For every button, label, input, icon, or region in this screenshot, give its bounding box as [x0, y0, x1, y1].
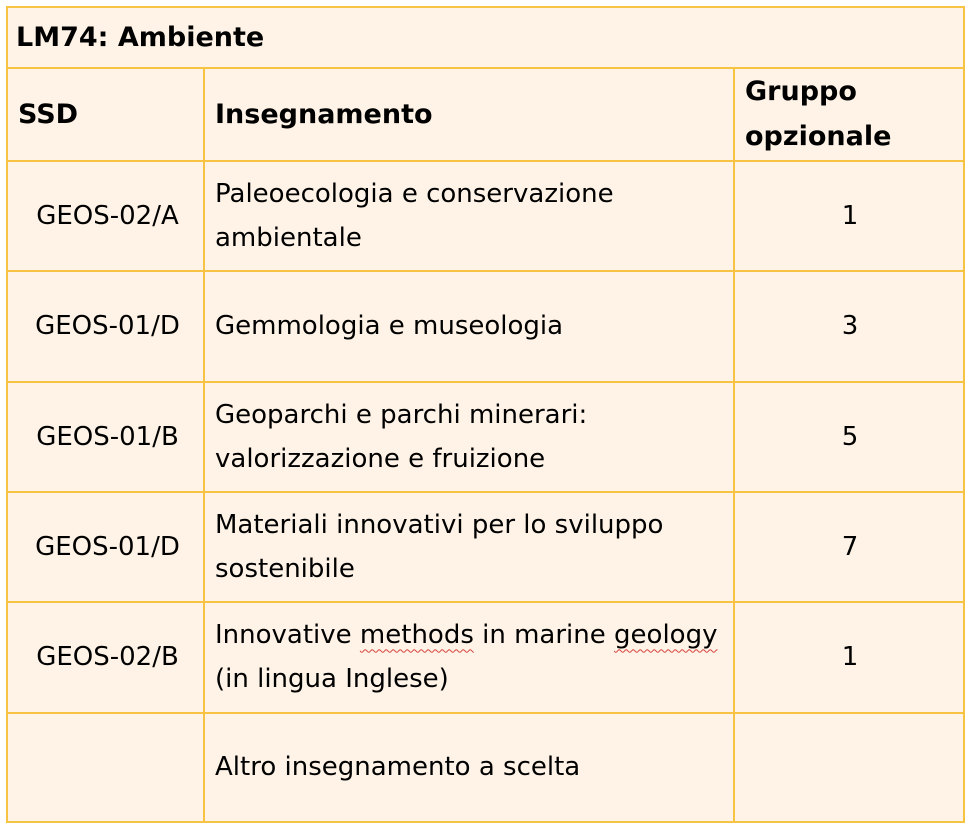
insegnamento-text-part: (in lingua Inglese) — [215, 664, 449, 695]
spellcheck-word: geology — [614, 620, 718, 651]
table-row — [7, 382, 964, 492]
cell-ssd: GEOS-01/D — [7, 271, 204, 381]
cell-gruppo: 3 — [734, 271, 964, 381]
cell-insegnamento: Gemmologia e museologia — [204, 271, 734, 381]
cell-insegnamento: Geoparchi e parchi minerari: valorizzazione e fruizione — [204, 382, 734, 492]
header-insegnamento: Insegnamento — [204, 68, 734, 161]
cell-gruppo: 1 — [734, 602, 964, 712]
cell-gruppo — [734, 713, 964, 822]
cell-gruppo: 5 — [734, 382, 964, 492]
cell-ssd: GEOS-01/D — [7, 492, 204, 602]
table-row — [7, 602, 964, 712]
cell-ssd: GEOS-01/B — [7, 382, 204, 492]
cell-insegnamento: Materiali innovativi per lo sviluppo sostenibile — [204, 492, 734, 602]
insegnamento-text-part: in marine — [473, 620, 615, 651]
table-header-row — [7, 68, 964, 161]
table-title-row — [7, 7, 964, 68]
header-ssd: SSD — [7, 68, 204, 161]
header-gruppo-opzionale: Gruppo opzionale — [734, 68, 964, 161]
insegnamento-text-part: Innovative — [215, 620, 360, 651]
cell-ssd — [7, 713, 204, 822]
table-row — [7, 713, 964, 822]
cell-ssd: GEOS-02/A — [7, 161, 204, 271]
cell-ssd: GEOS-02/B — [7, 602, 204, 712]
cell-gruppo: 7 — [734, 492, 964, 602]
cell-insegnamento — [204, 602, 734, 712]
course-table-container — [6, 6, 963, 823]
cell-gruppo: 1 — [734, 161, 964, 271]
course-table — [6, 6, 965, 823]
cell-insegnamento: Paleoecologia e conservazione ambientale — [204, 161, 734, 271]
table-row — [7, 492, 964, 602]
table-row — [7, 161, 964, 271]
spellcheck-word: methods — [359, 620, 474, 651]
table-title: LM74: Ambiente — [7, 7, 964, 68]
cell-insegnamento: Altro insegnamento a scelta — [204, 713, 734, 822]
table-row — [7, 271, 964, 381]
